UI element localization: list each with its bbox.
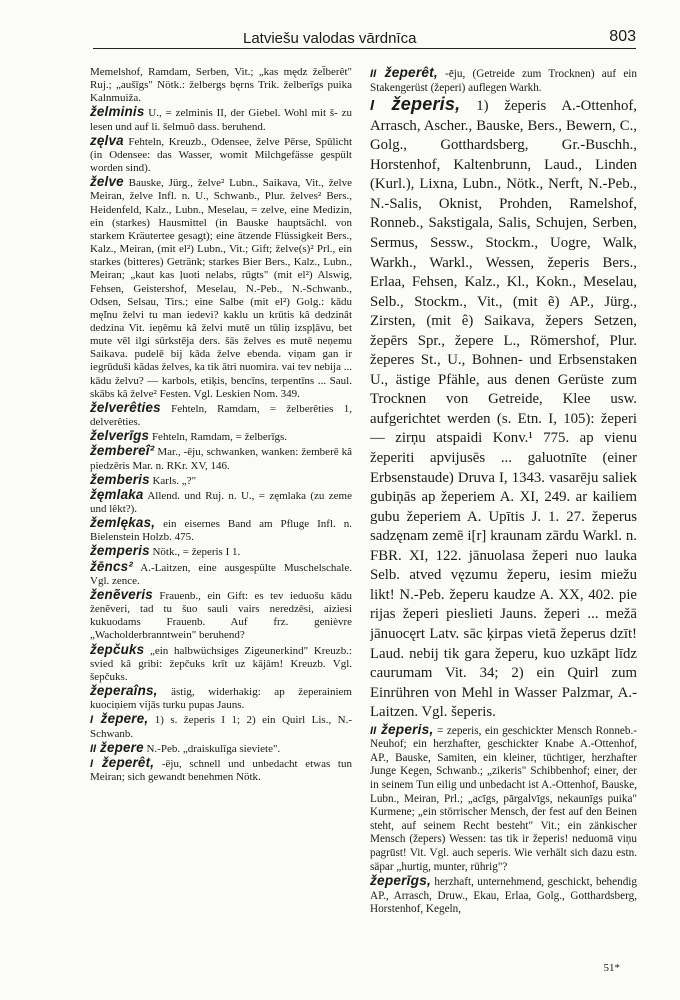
left-column bbox=[90, 66, 352, 784]
entry-text: -ēju, schnell und unbedacht etwas tun Meiran; sich gewandt benehmen Nötk. bbox=[90, 757, 352, 783]
entry-text: Allend. und Ruj. n. U., = zęmlaka (zu zeme und lêkt?). bbox=[90, 489, 352, 515]
entry-text: U., = zelminis II, der Giebel. Wohl mit š- zu lesen und auf li. šelmuõ dass. beruhend. bbox=[90, 107, 352, 133]
headword: žemlękas, bbox=[90, 515, 156, 531]
entry-text: 1) žeperis A.-Ottenhof, Arrasch, Ascher., Bauske, Bers., Bewern, C., Golg., Gotthardsberg, Gr.-Buschh., Horstenhof, Kaltenbrunn, Laud., Linden (Kurl.), Lixna, Lubn., Nötk., Nerft, N.-Peb., N.-Salis, Oknist, Prohden, Ramelshof, Ronneb., Sakstigala, Salis, Schujen, Serben, Sermus, Sessw., Stockm., Uogre, Walk, Warkh., Warkl., Wessen, žeperis Bers., Erlaa, Fehsen, Kalz., Kl., Kokn., Meselau, Selb., Stockm., Vit., (mit ẽ) AP., Jürg., Zirsten, (mit ê) Saikava, žepers Setzen, žepērs Spr., žepere L., Römershof, Plur. žeperes St., U., Bohnen- und Erbsenstaken U., ästige Pfähle, aus denen Gerüste zum Trocknen von Getreide, Klee usw. aufgerichtet werden (s. Etn. I, 105): žeperi — zirņu atspaidi Konv.¹ 775. ap vienu žeperiti apvijusēs ... galuotnīte (einer Erbsenstaude) Druva I, 1343. vasarēju saliek gubiņās ap žeperiem A. XI, 249. ar kailiem gubu žeperiem A. Upītis J. 1. 27. žeperus sadzęnam zemē i[r] kraunam zārdu Warkl. n. FBR. XI, 122. jānuolasa žeperi nuo lauka Selb. atved vęzumu žeperu, iesim miežu likt! N.-Peb. žeperu kaudze A. XX, 402. pie rijas žeperi pieslieti Jauns. žeperi ... mežā jānuocęrt Latv. sāc ķirpas vietā žeperus dzīt! Laud. nebij tik gara žeperu, kuo uzkāpt līdz caurumam Vit. 34; 2) ein Quirl zum Einrühren von Mehl in Wasser Palzmar, A.-Laitzen. Vgl. šeperis. bbox=[370, 98, 637, 721]
dictionary-entry bbox=[90, 473, 352, 488]
headword: žeperīgs, bbox=[370, 873, 431, 889]
headword: žeperis, bbox=[374, 94, 461, 115]
headword: žeperaîns, bbox=[90, 683, 158, 699]
homonym-number: I bbox=[90, 757, 94, 770]
dictionary-entry bbox=[370, 95, 637, 723]
entry-text: = zeperis, ein geschickter Mensch Ronneb.-Neuhof; ein herzhafter, geschickter Knabe A.-Ottenhof, AP., Bauske, Samiten, ein kleiner, tüchtiger, herzhafter Junge Kegen, Schwanb.; „zikeris" Schibbenhof; einer, der in seinem Tun eilig und unbedacht ist A.-Ottenhof, Bauske, Lubn., Meiran, Prl.; „acīgs, pārgalvīgs, nekaunīgs puika" Kurmene; „ein störrischer Mensch, der fest auf den Beinen steht, auf seinem Recht besteht" Vit.; ein zänkischer Mensch (žepers) Wessen: tas tik ir žeperis! neduomā viņu pagrūst! Vit. Vgl. auch seperis. Wie verhält sich dazu estn. säpar „hurtig, munter, rührig"? bbox=[370, 724, 637, 873]
homonym-number: I bbox=[370, 98, 375, 115]
entry-text: Memelshof, Ramdam, Serben, Vit.; „kas mędz žel̄berêt" Ruj.; „aušīgs" Nötk.: želbergs bęrns Trik. želberīgs puika Kalnmuiža. bbox=[90, 66, 352, 105]
dictionary-entry bbox=[370, 874, 637, 917]
homonym-number: II bbox=[370, 68, 377, 80]
headword: žepere bbox=[96, 739, 144, 755]
entry-text: -ēju, (Getreide zum Trocknen) auf ein Stakengerüst (žeperi) auflegen Warkh. bbox=[370, 68, 637, 94]
headword: zęlva bbox=[90, 132, 124, 148]
headword: želverêties bbox=[90, 399, 161, 415]
headword: žeperis, bbox=[376, 721, 434, 737]
entry-text: Nötk., = žeperis I 1. bbox=[149, 546, 241, 559]
dictionary-entry bbox=[370, 723, 637, 875]
page-title: Latviešu valodas vārdnīca bbox=[243, 30, 417, 47]
entry-text: Fehteln, Kreuzb., Odensee, želve Pērse, Spūlicht (in Odensee: das Wasser, womit Milchgefässe gespült worden sind). bbox=[90, 135, 352, 175]
entry-text: Bauske, Jürg., želve² Lubn., Saikava, Vit., želve Meiran, želve Infl. n. U., Schwanb., Plur. želves² Bers., Heidenfeld, Kalz., Lubn., Meselau, = zelve, eine Medizin, ein (starkes) Hausmittel (in Bauske hauptsächl. von starkem Kräutertee gesagt); eine ätzende Flüssigkeit Bers., Kalz., Meiran, (mit el²) Lubn., Vit.; Gift; želve(s)² Prl., ein starkes (bitteres) Getränk; starkes Bier Bers., Kalz., Lubn., Meiran; „kaut kas ļuoti nelabs, rūgts" (mit el²) Alswig, Fehsen, Geistershof, Meselau, N.-Peb., N.-Schwanb., Odsen, Selsau, Tirs.; eine Salbe (mit el²) Golg.: kādu mę̃lnu želvi tu man iedevi? kaklu un krūtis kâ dedzinât dedzina Vit. ieņēmu kâ želvi mutē un tūliņ izspļāvu, bet mute vēl ilgi sūrkstēja ders. šās želves es mutē neņemu Saikava. pudelē bij kāda želve ebenda. viņam gan ir iegrūduši kādas želves, ka tik ātri nuomira. vai tev nebija ... kādu želvu? — karbols, etiķis, bencīns, terpentīns ... Saul. skābs kâ želve² Festen. Vgl. Leskien Nom. 349. bbox=[90, 177, 352, 400]
dictionary-entry bbox=[90, 488, 352, 516]
dictionary-entry bbox=[90, 444, 352, 472]
page-header bbox=[93, 22, 636, 49]
dictionary-entry bbox=[90, 588, 352, 643]
headword: žēncs² bbox=[90, 558, 133, 574]
headword: žepčuks bbox=[90, 641, 145, 657]
dictionary-entry bbox=[90, 741, 352, 756]
entry-text: 1) s. žeperis I 1; 2) ein Quirl Lis., N.-Schwanb. bbox=[90, 714, 352, 740]
headword: žemberis bbox=[90, 471, 150, 487]
dictionary-entry bbox=[90, 105, 352, 133]
headword: žeperêt, bbox=[376, 66, 438, 80]
entry-text: Frauenb., ein Gift: es tev ieduošu kādu ženẽveri, tad tu šuo sauli vairs neredzēsi, aiziesi kukuodams Frauenb. Auf frz. genièvre „Wacholderbranntwein" beruhend? bbox=[90, 589, 352, 642]
entry-text: Mar., -ēju, schwanken, wanken: žemberē kâ piedzēris Mar. n. RKr. XV, 146. bbox=[90, 446, 352, 472]
dictionary-entry bbox=[90, 712, 352, 740]
headword: žepere, bbox=[93, 711, 149, 727]
dictionary-entry bbox=[90, 756, 352, 784]
dictionary-entry bbox=[90, 134, 352, 175]
headword: želverīgs bbox=[90, 428, 150, 444]
entry-text: Karls. „?" bbox=[149, 474, 197, 487]
homonym-number: II bbox=[90, 742, 97, 755]
dictionary-entry bbox=[90, 516, 352, 544]
dictionary-entry bbox=[90, 560, 352, 588]
entry-text: Fehteln, Ramdam, = želberêties 1, delverêties. bbox=[90, 402, 352, 429]
headword: žeperêt, bbox=[93, 754, 155, 770]
dictionary-entry bbox=[90, 175, 352, 401]
right-column bbox=[370, 66, 637, 917]
entry-text: herzhaft, unternehmend, geschickt, behendig AP., Arrasch, Druw., Ekau, Erlaa, Golg., Gotthardsberg, Horstenhof, Kegeln, bbox=[370, 876, 637, 916]
entry-text: A.-Laitzen, eine ausgespülte Muschelschale. Vgl. zence. bbox=[90, 561, 352, 587]
entry-text: „ein halbwüchsiges Zigeunerkind" Kreuzb.: svied kâ gribi: žepčuks krīt uz kājām! Kreuzb. Vgl. šepčuks. bbox=[90, 644, 352, 683]
headword: žemperis bbox=[90, 543, 150, 559]
homonym-number: I bbox=[90, 714, 94, 727]
dictionary-entry bbox=[90, 429, 352, 444]
dictionary-entry bbox=[370, 66, 637, 95]
sheet-signature: 51* bbox=[603, 962, 620, 974]
headword: žęmlaka bbox=[90, 486, 144, 502]
homonym-number: II bbox=[370, 724, 377, 737]
page-number: 803 bbox=[609, 28, 636, 45]
headword: želve bbox=[90, 174, 124, 190]
headword: ženẽveris bbox=[90, 586, 153, 602]
entry-text: ästig, widerhakig: ap žeperainiem kuociņiem vijās turku pupas Jauns. bbox=[90, 686, 352, 712]
entry-text: Fehteln, Ramdam, = želberīgs. bbox=[149, 431, 288, 444]
entry-text: ein eisernes Band am Pfluge Infl. n. Bielenstein Holzb. 475. bbox=[90, 518, 352, 544]
headword: želminis bbox=[90, 104, 145, 120]
dictionary-entry bbox=[90, 643, 352, 684]
dictionary-entry bbox=[90, 66, 352, 105]
dictionary-entry bbox=[90, 684, 352, 712]
entry-text: N.-Peb. „draiskulīga sieviete". bbox=[143, 742, 281, 755]
dictionary-entry bbox=[90, 544, 352, 559]
headword: žembereî² bbox=[90, 443, 155, 459]
dictionary-entry bbox=[90, 401, 352, 429]
